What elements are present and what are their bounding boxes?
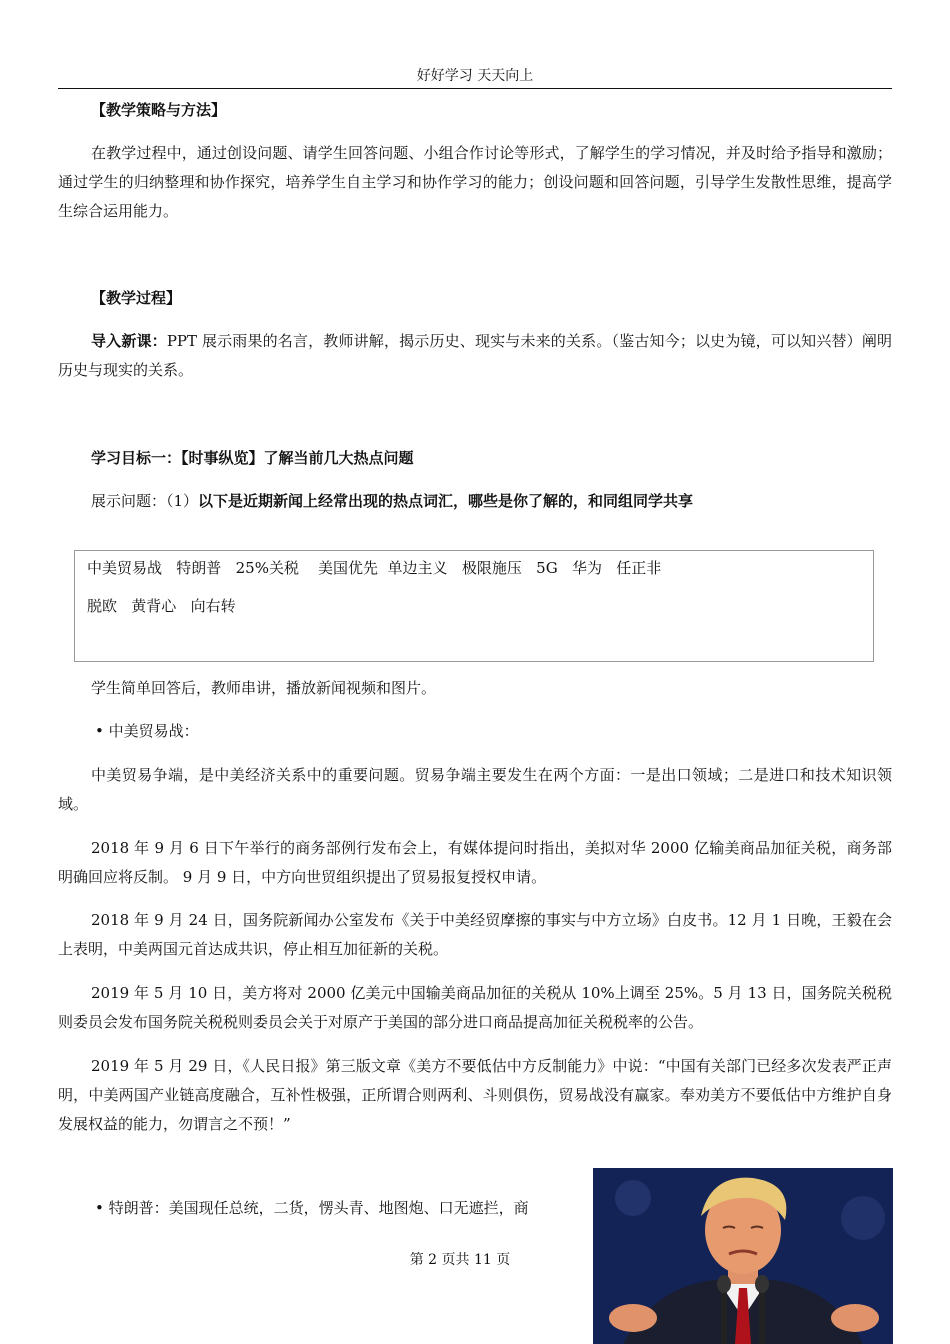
intro-text: PPT 展示雨果的名言，教师讲解，揭示历史、现实与未来的关系。（鉴古知今；以史为镜，可以知兴替）阐明历史与现实的关系。	[58, 332, 892, 379]
keywords-box	[74, 550, 874, 662]
strategy-heading: 【教学策略与方法】	[91, 101, 227, 119]
keywords-line-2: 脱欧 黄背心 向右转	[87, 597, 236, 615]
intro-label: 导入新课：	[91, 332, 167, 350]
after-answer-text: 学生简单回答后，教师串讲，播放新闻视频和图片。	[91, 679, 437, 697]
bullet-trade-war: • 中美贸易战：	[95, 722, 199, 740]
question-line	[91, 487, 891, 516]
intro-paragraph	[58, 327, 892, 385]
paragraph-2: 2018 年 9 月 6 日下午举行的商务部例行发布会上，有媒体提问时指出，美拟对华 2000 亿输美商品加征关税，商务部明确回应将反制。 9 月 9 日，中方向世贸组织提出了贸易报复授权申请。	[58, 839, 892, 886]
keywords-line-1: 中美贸易战 特朗普 25%关税 美国优先 单边主义 极限施压 5G 华为 任正非	[87, 559, 662, 577]
trump-photo	[593, 1168, 893, 1344]
goal-title: 学习目标一：【时事纵览】了解当前几大热点问题	[91, 449, 414, 467]
page-footer: 第 2 页共 11 页	[409, 1252, 511, 1268]
paragraph-5: 2019 年 5 月 29 日，《人民日报》第三版文章《美方不要低估中方反制能力》中说：“中国有关部门已经多次发表严正声明，中美两国产业链高度融合，互补性极强，正所谓合则两利、斗则俱伤，贸易战没有赢家。奉劝美方不要低估中方维护自身发展权益的能力，勿谓言之不预！”	[58, 1057, 892, 1133]
process-heading: 【教学过程】	[91, 289, 182, 307]
question-prefix: 展示问题：（1）	[91, 492, 199, 510]
paragraph-4: 2019 年 5 月 10 日，美方将对 2000 亿美元中国输美商品加征的关税从 10%上调至 25%。5 月 13 日，国务院关税税则委员会发布国务院关税税则委员会关于对原产于美国的部分进口商品提高加征关税税率的公告。	[58, 984, 892, 1031]
strategy-body: 在教学过程中，通过创设问题、请学生回答问题、小组合作讨论等形式，了解学生的学习情况，并及时给予指导和激励；通过学生的归纳整理和协作探究，培养学生自主学习和协作学习的能力；创设问题和回答问题，引导学生发散性思维，提高学生综合运用能力。	[58, 144, 892, 220]
paragraph-3: 2018 年 9 月 24 日，国务院新闻办公室发布《关于中美经贸摩擦的事实与中方立场》白皮书。12 月 1 日晚，王毅在会上表明，中美两国元首达成共识，停止相互加征新的关税。	[58, 911, 892, 958]
paragraph-1: 中美贸易争端，是中美经济关系中的重要问题。贸易争端主要发生在两个方面：一是出口领域；二是进口和技术知识领域。	[58, 766, 892, 813]
bullet-trump: • 特朗普：美国现任总统，二货，愣头青、地图炮、口无遮拦，商	[95, 1199, 529, 1217]
page-header: 好好学习 天天向上	[58, 66, 892, 89]
portrait-illustration	[593, 1168, 893, 1344]
question-text: 以下是近期新闻上经常出现的热点词汇，哪些是你了解的，和同组同学共享	[198, 492, 694, 510]
